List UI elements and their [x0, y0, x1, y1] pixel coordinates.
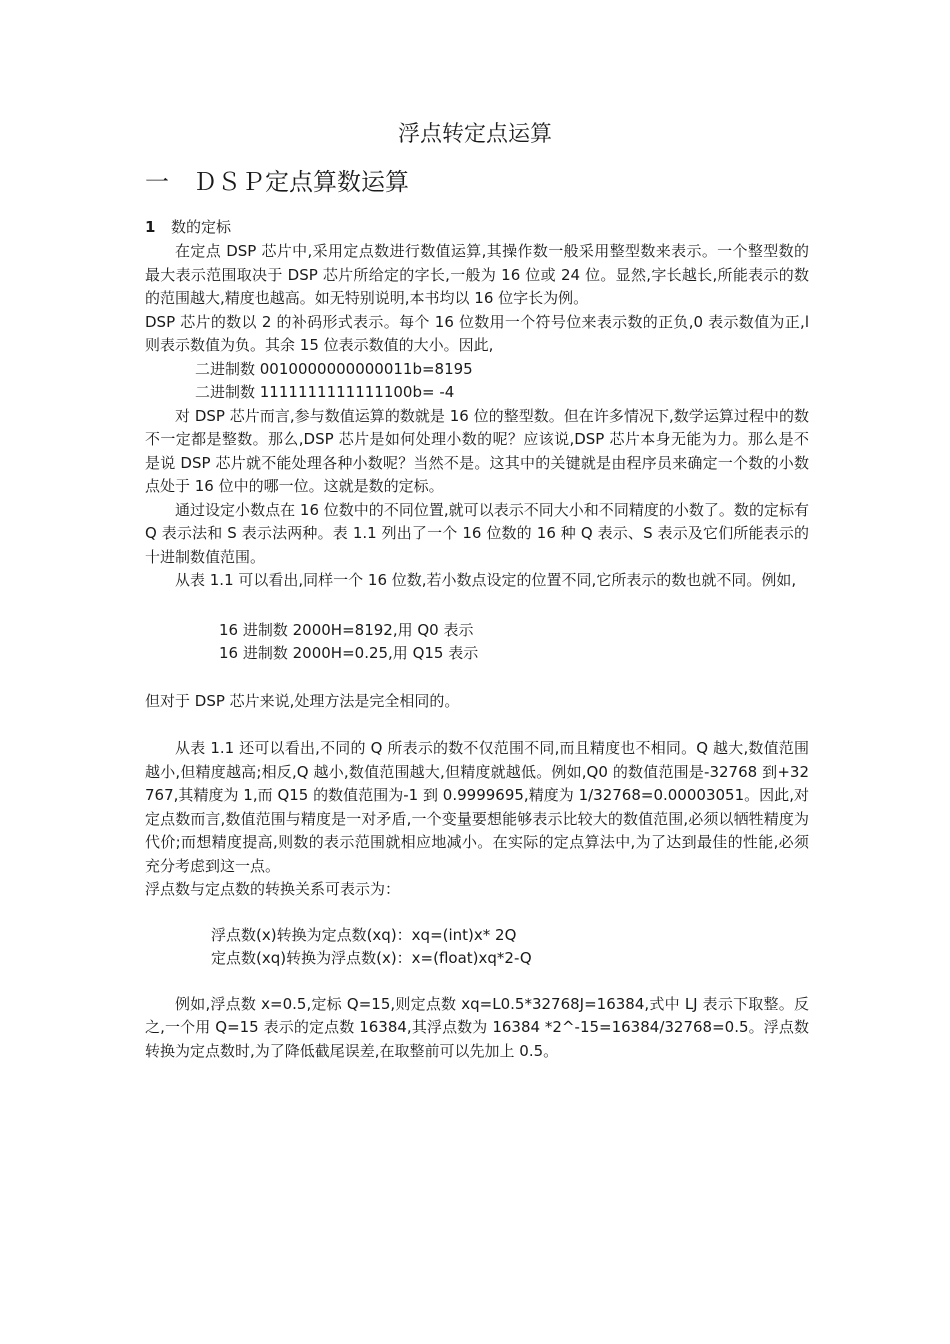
paragraph-1: 在定点 DSP 芯片中,采用定点数进行数值运算,其操作数一般采用整型数来表示。一个整型数的最大表示范围取决于 DSP 芯片所给定的字长,一般为 16 位或 24 位。显然,字长越长,所能表示的数的范围越大,精度也越高。如无特别说明,本书均以 16 位字长为例。 — [145, 242, 809, 307]
paragraph-7: 从表 1.1 还可以看出,不同的 Q 所表示的数不仅范围不同,而且精度也不相同。Q 越大,数值范围越小,但精度越高;相反,Q 越小,数值范围越大,但精度就越低。例如,Q0 的数值范围是-32768 到+32767,其精度为 1,而 Q15 的数值范围为-1 到 0.9999695,精度为 1/32768=0.00003051。因此,对定点数而言,数值范围与精度是一对矛盾,一个变量要想能够表示比较大的数值范围,必须以牺牲精度为代价;而想精度提高,则数的表示范围就相应地减小。在实际的定点算法中,为了达到最佳的性能,必须充分考虑到这一点。 — [145, 739, 809, 875]
chapter-title: ＤＳＰ定点算数运算 — [193, 168, 409, 196]
document-body — [145, 240, 809, 1063]
formula-float-to-fixed: 浮点数(x)转换为定点数(xq)：xq=(int)x* 2Q — [211, 925, 517, 944]
paragraph-4: 通过设定小数点在 16 位数中的不同位置,就可以表示不同大小和不同精度的小数了。数的定标有 Q 表示法和 S 表示法两种。表 1.1 列出了一个 16 位数的 16 种 Q 表示、S 表示及它们所能表示的十进制数值范围。 — [145, 500, 809, 566]
paragraph-5: 从表 1.1 可以看出,同样一个 16 位数,若小数点设定的位置不同,它所表示的数也就不同。例如, — [175, 571, 797, 589]
paragraph-8: 浮点数与定点数的转换关系可表示为： — [145, 880, 401, 898]
hex-example-2: 16 进制数 2000H=0.25,用 Q15 表示 — [219, 644, 479, 662]
chapter-number: 一 — [145, 168, 169, 196]
binary-example-1: 二进制数 0010000000000011b=8195 — [195, 359, 473, 378]
section-title: 数的定标 — [171, 218, 232, 236]
paragraph-3: 对 DSP 芯片而言,参与数值运算的数就是 16 位的整型数。但在许多情况下,数学运算过程中的数不一定都是整数。那么,DSP 芯片是如何处理小数的呢？应该说,DSP 芯片本身无能为力。那么是不是说 DSP 芯片就不能处理各种小数呢？当然不是。这其中的关键就是由程序员来确定一个数的小数点处于 16 位中的哪一位。这就是数的定标。 — [145, 406, 809, 495]
paragraph-2: DSP 芯片的数以 2 的补码形式表示。每个 16 位数用一个符号位来表示数的正负,0 表示数值为正,l 则表示数值为负。其余 15 位表示数值的大小。因此, — [145, 312, 809, 354]
paragraph-6: 但对于 DSP 芯片来说,处理方法是完全相同的。 — [145, 691, 460, 710]
paragraph-9: 例如,浮点数 x=0.5,定标 Q=15,则定点数 xq=L0.5*32768J=16384,式中 LJ 表示下取整。反之,一个用 Q=15 表示的定点数 16384,其浮点数为 16384 *2^-15=16384/32768=0.5。浮点数转换为定点数时,为了降低截尾误差,在取整前可以先加上 0.5。 — [145, 994, 809, 1060]
binary-example-2: 二进制数 1111111111111100b= -4 — [195, 383, 455, 401]
chapter-heading — [145, 166, 409, 198]
hex-example-1: 16 进制数 2000H=8192,用 Q0 表示 — [219, 620, 474, 639]
section-number: 1 — [145, 218, 156, 236]
formula-fixed-to-float: 定点数(xq)转换为浮点数(x)：x=(float)xq*2-Q — [211, 949, 532, 967]
section-heading — [145, 216, 231, 238]
document-title: 浮点转定点运算 — [397, 122, 552, 147]
